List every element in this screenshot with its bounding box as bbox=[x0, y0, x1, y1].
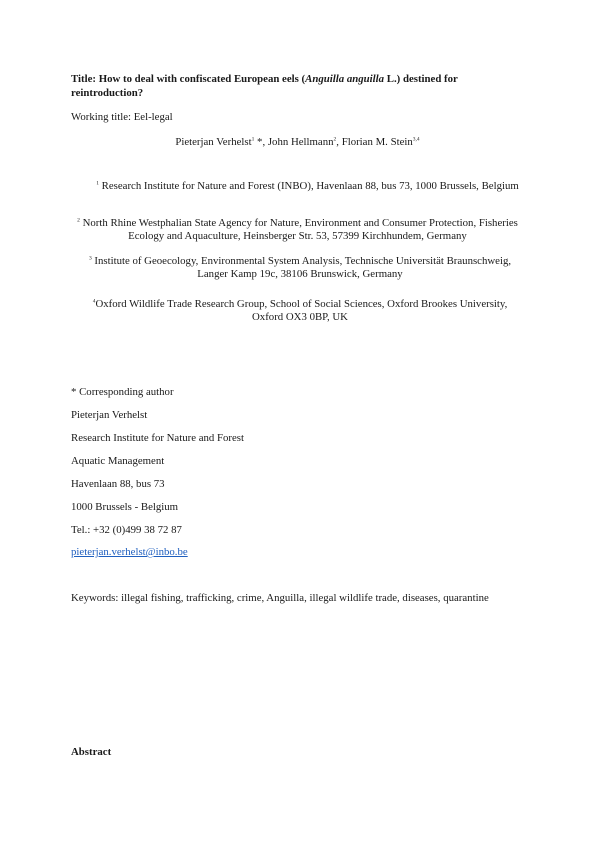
corresponding-department: Aquatic Management bbox=[71, 455, 165, 467]
corresponding-street: Havenlaan 88, bus 73 bbox=[71, 478, 165, 490]
title-prefix: Title: How to deal with confiscated European eels ( bbox=[71, 73, 306, 85]
affiliation-sup: 3 bbox=[88, 255, 92, 262]
author-list bbox=[60, 136, 535, 149]
title-suffix: L.) destined for reintroduction? bbox=[71, 73, 458, 99]
author-sep: *, bbox=[254, 136, 268, 148]
keywords: Keywords: illegal fishing, trafficking, crime, Anguilla, illegal wildlife trade, diseases, quarantine bbox=[71, 592, 489, 604]
affiliation-sup: 2 bbox=[77, 217, 80, 224]
corresponding-name: Pieterjan Verhelst bbox=[71, 409, 148, 421]
author-sup: 2 bbox=[333, 136, 337, 143]
paper-title bbox=[71, 73, 521, 100]
author-name: John Hellmann bbox=[267, 136, 334, 148]
working-title: Working title: Eel-legal bbox=[71, 111, 173, 123]
affiliation-sup: 4 bbox=[92, 298, 96, 305]
author-sup: 3,4 bbox=[412, 136, 420, 143]
species-name: Anguilla anguilla bbox=[305, 73, 385, 85]
affiliation-3 bbox=[85, 255, 515, 281]
affiliation-text: North Rhine Westphalian State Agency for Nature, Environment and Consumer Protection, Fisheries Ecology and Aquaculture, Heinsberger Str. 53, 57399 Kirchhundem, Germany bbox=[79, 217, 518, 242]
author-name: Florian M. Stein bbox=[341, 136, 413, 148]
affiliation-2 bbox=[60, 217, 535, 243]
abstract-heading: Abstract bbox=[71, 746, 112, 758]
corresponding-city: 1000 Brussels - Belgium bbox=[71, 501, 179, 513]
affiliation-text: Institute of Geoecology, Environmental System Analysis, Technische Universität Braunschweig, Langer Kamp 19c, 38106 Brunswick, Germany bbox=[91, 255, 512, 280]
corresponding-institute: Research Institute for Nature and Forest bbox=[71, 432, 244, 444]
affiliation-sup: 1 bbox=[96, 180, 99, 187]
affiliation-4 bbox=[85, 298, 515, 324]
author-name: Pieterjan Verhelst bbox=[175, 136, 252, 148]
affiliation-1 bbox=[80, 180, 535, 193]
affiliation-text: Oxford Wildlife Trade Research Group, School of Social Sciences, Oxford Brookes University, Oxford OX3 0BP, UK bbox=[95, 298, 508, 323]
affiliation-text: Research Institute for Nature and Forest (INBO), Havenlaan 88, bus 73, 1000 Brussels, Belgium bbox=[98, 180, 519, 192]
corresponding-label: * Corresponding author bbox=[71, 386, 174, 398]
author-sep: , bbox=[336, 136, 342, 148]
corresponding-tel: Tel.: +32 (0)499 38 72 87 bbox=[71, 524, 182, 536]
email-link[interactable]: pieterjan.verhelst@inbo.be bbox=[71, 546, 188, 558]
author-sup: 1 bbox=[251, 136, 255, 143]
